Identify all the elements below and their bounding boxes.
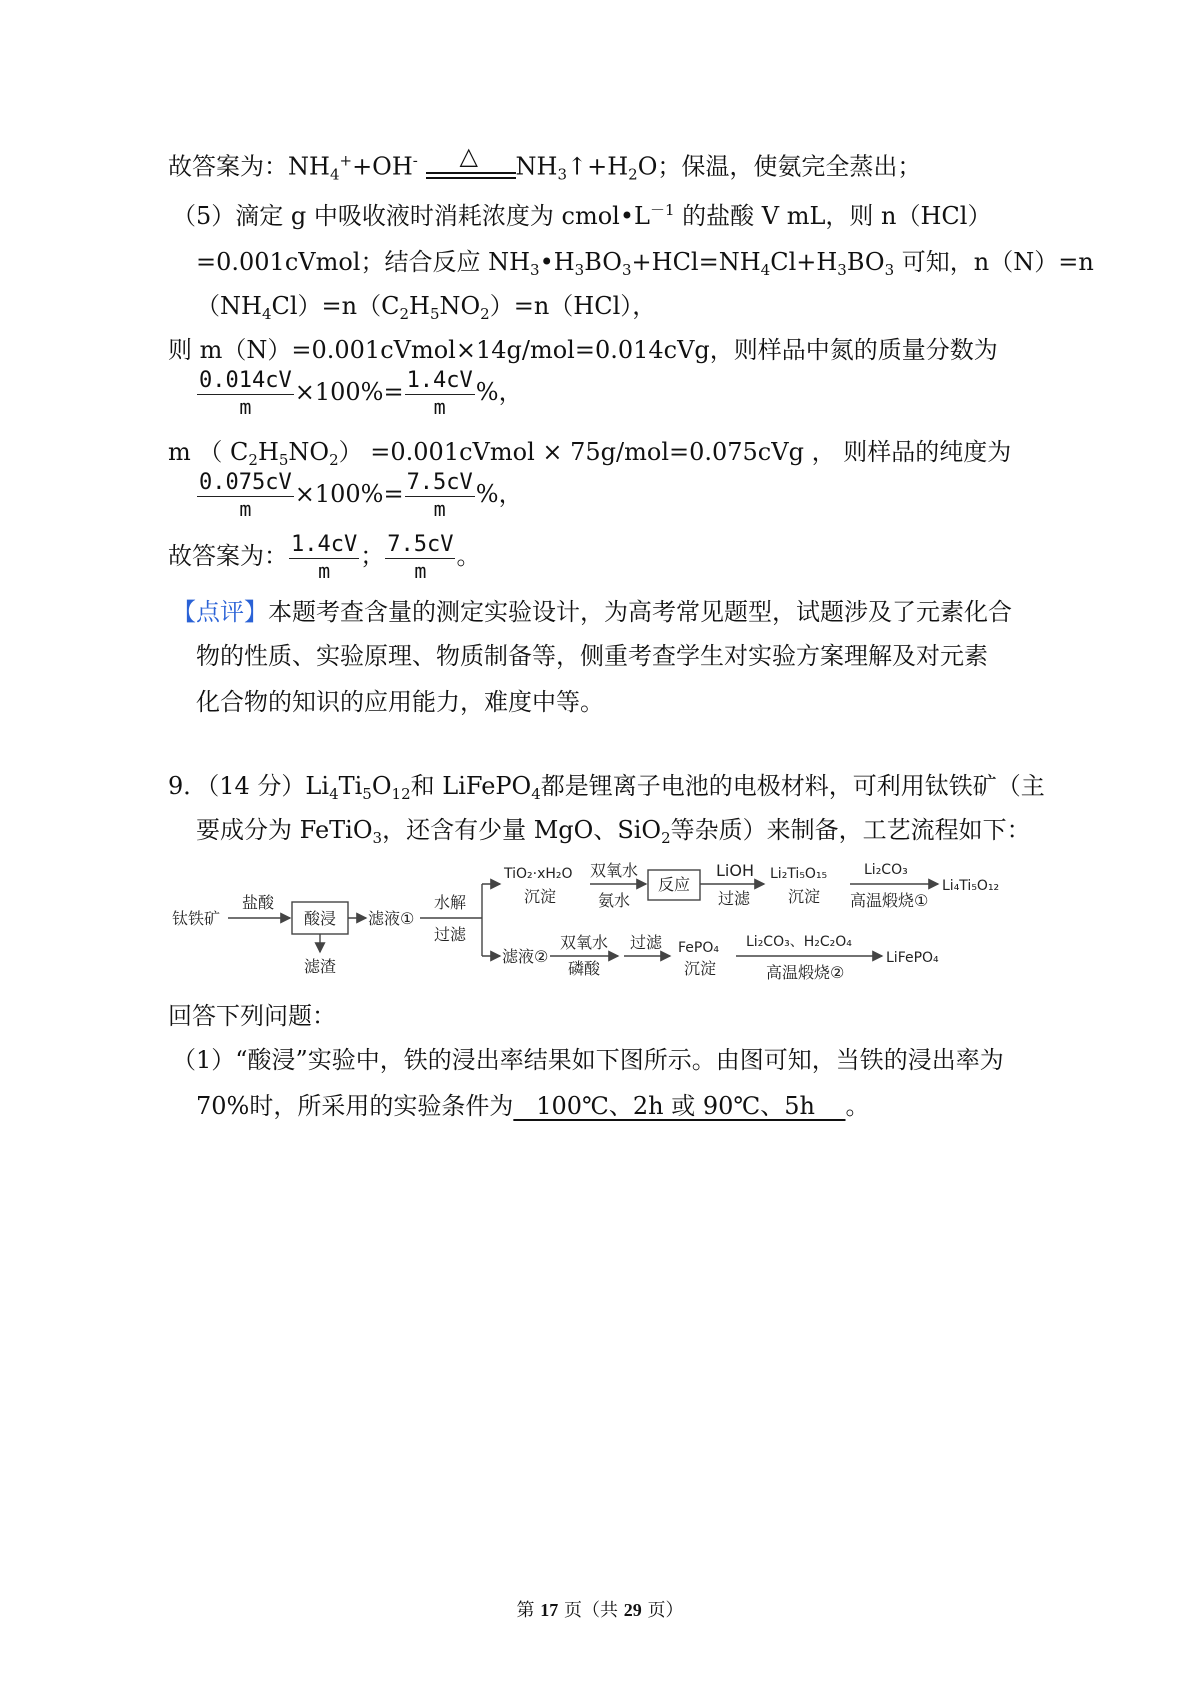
flow-precip-2: 沉淀 xyxy=(788,887,821,906)
fraction: $\frac{7.5cV}{m}$ xyxy=(387,532,454,583)
flow-filtrate-1: 滤液① xyxy=(368,909,415,928)
purity-mass-line: m （ $C_2H_5NO_2$） =0.001cVmol × 75g/mol=0.075cVg ， 则样品的纯度为 xyxy=(168,438,1012,469)
question-1-line-2: 70%时，所采用的实验条件为 100℃、2h 或 90℃、5h 。 xyxy=(196,1092,870,1120)
fraction: $\frac{0.014cV}{m}$ xyxy=(199,368,292,419)
flow-hydrolysis: 水解 xyxy=(434,893,467,912)
question-1-line-1: （1）“酸浸”实验中，铁的浸出率结果如下图所示。由图可知，当铁的浸出率为 xyxy=(172,1046,1004,1074)
question-9-line-2: 要成分为 FeTiO$_3$，还含有少量 MgO、SiO$_2$等杂质）来制备，工艺流程如下： xyxy=(196,816,1031,847)
final-answer-line: 故答案为： $\frac{1.4cV}{m}$ ； $\frac{7.5cV}{m}$ 。 xyxy=(168,532,481,583)
flow-hcl: 盐酸 xyxy=(242,893,275,912)
fraction: $\frac{1.4cV}{m}$ xyxy=(291,532,358,583)
comment-line-1: 【点评】本题考查含量的测定实验设计，为高考常见题型，试题涉及了元素化合 xyxy=(172,598,1012,626)
flow-product-1: Li₄Ti₅O₁₂ xyxy=(942,878,1000,894)
comment-line-2: 物的性质、实验原理、物质制备等，侧重考查学生对实验方案理解及对元素 xyxy=(196,642,988,670)
fraction: $\frac{7.5cV}{m}$ xyxy=(406,470,473,521)
flow-product-2: LiFePO₄ xyxy=(886,950,939,966)
fraction: $\frac{0.075cV}{m}$ xyxy=(199,470,292,521)
flow-filtrate-2: 滤液② xyxy=(502,947,549,966)
comment-line-3: 化合物的知识的应用能力，难度中等。 xyxy=(196,688,604,716)
flow-fepo4: FePO₄ xyxy=(678,940,719,956)
flow-lioh: LiOH xyxy=(716,861,754,880)
flow-residue: 滤渣 xyxy=(304,957,337,976)
answer-line-4: 故答案为：$NH_4^++OH^-$ △ $NH_3↑+H_2O$；保温，使氨完全蒸出； xyxy=(168,148,921,188)
nitrogen-mass-line: 则 m（N）=0.001cVmol×14g/mol=0.014cVg，则样品中氮的质量分数为 xyxy=(168,336,998,364)
question-9-line-1: 9．（14 分）$Li_4Ti_5O_{12}$和 LiFePO$_4$都是锂离子电池的电极材料，可利用钛铁矿（主 xyxy=(168,772,1045,803)
flow-filter-3: 过滤 xyxy=(630,933,663,952)
flow-calc-2: 高温煅烧② xyxy=(766,963,845,982)
nitrogen-fraction-formula: $\frac{0.014cV}{m}$ ×100%= $\frac{1.4cV}{m}$ %， xyxy=(199,368,523,419)
part5-line-2: =0.001cVmol；结合反应 $NH_3•H_3BO_3+HCl=NH_4Cl+H_3BO_3$ 可知，n（N）=n xyxy=(196,248,1094,279)
flow-phos: 磷酸 xyxy=(568,959,601,978)
filled-answer: 100℃、2h 或 90℃、5h xyxy=(513,1092,846,1120)
flow-acid-leach: 酸浸 xyxy=(304,909,337,928)
part5-line-1: （5）滴定 g 中吸收液时消耗浓度为 $cmol•L^{-1}$ 的盐酸 V mL，则 n（HCl） xyxy=(172,201,992,230)
flow-li2co3: Li₂CO₃ xyxy=(864,862,908,878)
flow-ore: 钛铁矿 xyxy=(172,909,221,928)
flow-precip-3: 沉淀 xyxy=(684,959,717,978)
part5-line-3: $(NH_4Cl)=n(C_2H_5NO_2)=n(HCl)$， xyxy=(196,292,657,323)
fraction: $\frac{1.4cV}{m}$ xyxy=(406,368,473,419)
purity-fraction-formula: $\frac{0.075cV}{m}$ ×100%= $\frac{7.5cV}{m}$ %， xyxy=(199,470,523,521)
flow-reagents-2: Li₂CO₃、H₂C₂O₄ xyxy=(746,934,852,950)
page-footer: 第 17 页（共 29 页） xyxy=(516,1600,684,1621)
comment-tag: 【点评】 xyxy=(172,598,268,626)
flow-h2o2-1: 双氧水 xyxy=(590,861,639,880)
flow-ammonia: 氨水 xyxy=(598,891,631,910)
flow-precip-1: 沉淀 xyxy=(524,887,557,906)
process-flow-diagram xyxy=(170,848,1030,988)
flow-filter-2: 过滤 xyxy=(718,889,751,908)
flow-h2o2-2: 双氧水 xyxy=(560,933,609,952)
flow-react: 反应 xyxy=(658,875,691,894)
heating-condition-arrow: △ xyxy=(426,148,516,188)
flow-filter-1: 过滤 xyxy=(434,925,467,944)
flow-calc-1: 高温煅烧① xyxy=(850,891,929,910)
flow-li2ti5o15: Li₂Ti₅O₁₅ xyxy=(770,866,828,882)
answer-intro: 回答下列问题： xyxy=(168,1002,336,1030)
flow-tio2: TiO₂·xH₂O xyxy=(504,866,573,882)
